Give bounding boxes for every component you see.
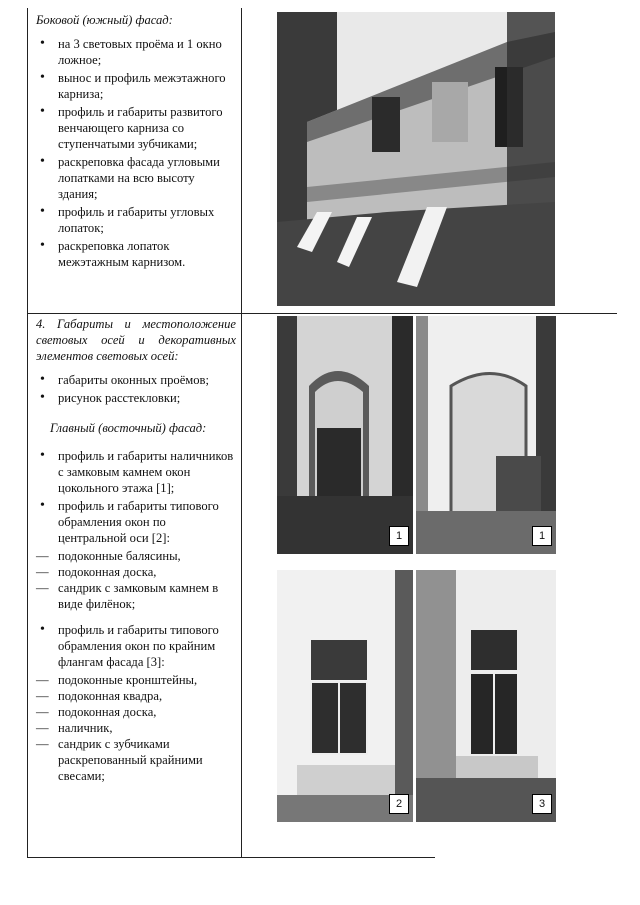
table-border-middle [241,8,242,858]
east-facade-list-c [36,622,236,670]
south-facade-photo [277,12,555,306]
dash-item: — подоконная доска, [36,704,236,720]
dash-item: — наличник, [36,720,236,736]
list-item: • габариты оконных проёмов; [36,372,236,388]
photo-number-badge: 2 [389,794,409,814]
list-item: • профиль и габариты наличников с замковым камнем окон цокольного этажа [1]; [36,448,236,496]
window-photo-3 [416,570,556,822]
east-facade-list-a [36,448,236,546]
dash-item: — подоконная квадра, [36,688,236,704]
window-photo-1a [277,316,413,554]
dash-item: — подоконные кронштейны, [36,672,236,688]
list-item: • рисунок расстекловки; [36,390,236,406]
section-4-text [36,316,236,784]
south-facade-text [36,12,236,272]
dash-list-c [36,672,236,784]
window-photo-2 [277,570,413,822]
list-item: • профиль и габариты типового обрамления окон по крайним флангам фасада [3]: [36,622,236,670]
section-4-title: 4. Габариты и местоположение световых осей и декоративных элементов световых осей: [36,317,236,363]
list-item: • профиль и габариты типового обрамления окон по центральной оси [2]: [36,498,236,546]
east-facade-subtitle: Главный (восточный) фасад: [50,421,207,435]
photo-number-badge: 1 [389,526,409,546]
list-item: • раскреповка лопаток межэтажным карнизом. [36,238,236,270]
list-item: • профиль и габариты развитого венчающего карниза со ступенчатыми зубчиками; [36,104,236,152]
window-photo-1b [416,316,556,554]
dash-item: — сандрик с замковым камнем в виде филёнок; [36,580,236,612]
dash-item: — подоконные балясины, [36,548,236,564]
south-facade-title: Боковой (южный) фасад: [36,13,173,27]
list-item: • раскреповка фасада угловыми лопатками на всю высоту здания; [36,154,236,202]
list-item: • на 3 световых проёма и 1 окно ложное; [36,36,236,68]
south-facade-list [36,36,236,270]
dash-item: — сандрик с зубчиками раскрепованный крайними свесами; [36,736,236,784]
table-border-bottom [27,857,435,858]
table-border-left [27,8,28,858]
photo-number-badge: 1 [532,526,552,546]
table-row-divider [27,313,617,314]
list-item: • вынос и профиль межэтажного карниза; [36,70,236,102]
photo-number-badge: 3 [532,794,552,814]
section-4-list [36,372,236,406]
dash-item: — подоконная доска, [36,564,236,580]
list-item: • профиль и габариты угловых лопаток; [36,204,236,236]
dash-list-b [36,548,236,612]
